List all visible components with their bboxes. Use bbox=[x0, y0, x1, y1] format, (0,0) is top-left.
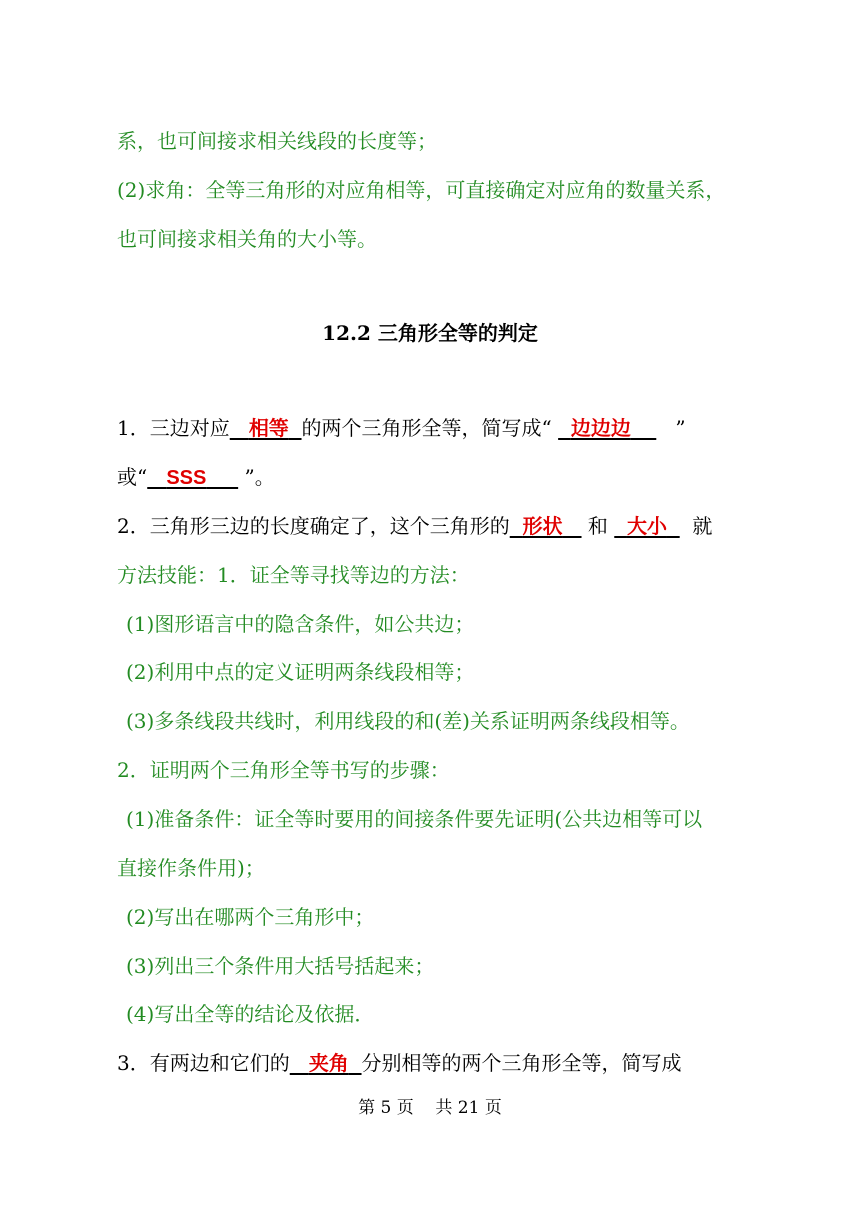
answer-blank bbox=[510, 514, 582, 538]
method-item: (1)图形语言中的隐含条件，如公共边； bbox=[126, 612, 475, 636]
question-1-line bbox=[117, 414, 686, 443]
paragraph-line: 也可间接求相关角的大小等。 bbox=[117, 227, 377, 251]
method-item: (4)写出全等的结论及依据． bbox=[126, 1002, 375, 1026]
answer-blank bbox=[614, 514, 679, 538]
answer-text: 夹角 bbox=[308, 1053, 349, 1075]
method-item: (3)多条线段共线时，利用线段的和(差)关系证明两条线段相等。 bbox=[126, 709, 690, 733]
method-item: (2)利用中点的定义证明两条线段相等； bbox=[126, 660, 475, 684]
text-segment: 就 bbox=[692, 514, 713, 538]
answer-blank bbox=[147, 465, 238, 489]
text-segment: 的两个三角形全等，简写成“ bbox=[301, 416, 552, 440]
method-item: (3)列出三个条件用大括号括起来； bbox=[126, 954, 435, 978]
question-3-line bbox=[117, 1049, 682, 1078]
answer-text: 大小 bbox=[626, 516, 667, 538]
answer-blank bbox=[290, 1051, 362, 1075]
text-segment: 和 bbox=[587, 514, 608, 538]
method-heading: 2．证明两个三角形全等书写的步骤： bbox=[117, 758, 450, 782]
answer-blank bbox=[230, 416, 302, 440]
text-segment: 3．有两边和它们的 bbox=[117, 1051, 290, 1075]
answer-text: 相等 bbox=[248, 418, 289, 440]
text-segment: 2．三角形三边的长度确定了，这个三角形的 bbox=[117, 514, 510, 538]
question-2-line bbox=[117, 512, 712, 541]
section-title: 12.2 三角形全等的判定 bbox=[322, 321, 538, 345]
method-item: (2)写出在哪两个三角形中； bbox=[126, 905, 375, 929]
answer-text: 形状 bbox=[522, 516, 563, 538]
text-segment: 分别相等的两个三角形全等，简写成 bbox=[361, 1051, 682, 1075]
text-segment: ”。 bbox=[244, 465, 275, 489]
method-item: (1)准备条件：证全等时要用的间接条件要先证明(公共边相等可以 bbox=[126, 807, 703, 831]
method-item-continued: 直接作条件用)； bbox=[117, 856, 265, 880]
answer-blank bbox=[558, 416, 656, 440]
text-segment: 或“ bbox=[117, 465, 148, 489]
answer-text: SSS bbox=[166, 467, 207, 489]
page-footer: 第 5 页 共 21 页 bbox=[358, 1098, 502, 1118]
text-segment: 1．三边对应 bbox=[117, 416, 230, 440]
answer-text: 边边边 bbox=[570, 418, 631, 440]
question-1-line-2 bbox=[117, 463, 275, 492]
paragraph-line: (2)求角：全等三角形的对应角相等，可直接确定对应角的数量关系， bbox=[117, 178, 726, 202]
method-heading: 方法技能：1．证全等寻找等边的方法： bbox=[117, 563, 470, 587]
text-segment: ” bbox=[675, 416, 686, 440]
paragraph-line: 系，也可间接求相关线段的长度等； bbox=[117, 129, 437, 153]
